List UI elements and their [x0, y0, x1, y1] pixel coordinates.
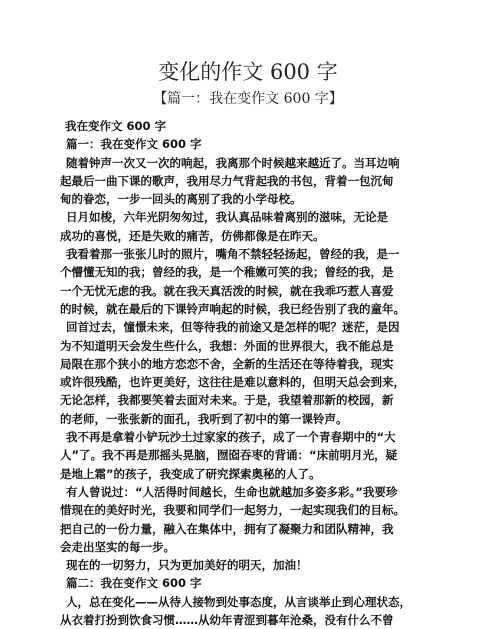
paragraph-line: 或许很残酷，也许更美好，这往往是难以意料的，但明天总会到来， [60, 375, 405, 390]
paragraph-line: 篇一：我在变作文 600 字 [66, 137, 202, 152]
paragraph-line: 为不知道明天会发生些什么，我想：外面的世界很大，我不能总是 [60, 338, 394, 353]
document-subtitle: 【篇一：我在变作文 600 字】 [153, 91, 343, 107]
paragraph-line: 的时候，就在最后的下课铃声响起的时候，我已经告别了我的童年。 [60, 301, 405, 316]
paragraph-line: 我看着那一张张儿时的照片，嘴角不禁轻轻扬起，曾经的我，是一 [66, 247, 400, 262]
paragraph-line: 无论怎样，我都要笑着去面对未来。于是，我望着那新的校园，新 [60, 393, 394, 408]
paragraph-line: 我不再是拿着小铲玩沙土过家家的孩子，成了一个青春期中的“大 [66, 430, 396, 445]
paragraph-line: 一个无忧无虑的我。就在我天真活泼的时候，就在我乖巧惹人喜爱 [60, 283, 394, 298]
paragraph-line: 局限在那个狭小的地方恋恋不舍，全新的生活还在等待着我，现实 [60, 356, 394, 371]
paragraph-line: 惜现在的美好时光，我要和同学们一起努力，一起实现我们的目标。 [60, 503, 405, 518]
paragraph-line: 个懵懂无知的我；曾经的我，是一个稚嫩可笑的我；曾经的我，是 [60, 265, 394, 280]
paragraph-line: 从衣着打扮到饮食习惯……从幼年青涩到暮年沧桑，没有什么不曾 [60, 613, 394, 628]
paragraph-line: 回首过去，憧憬未来，但等待我的前途又是怎样的呢？迷茫，是因 [66, 320, 400, 335]
paragraph-line: 会走出坚实的每一步。 [60, 539, 175, 554]
paragraph-line: 起最后一曲下课的歌声，我用尽力气背起我的书包，背着一包沉甸 [60, 173, 394, 188]
paragraph-line: 人”了。我不再是那摇头晃脑，囫囵吞枣的背诵：“床前明月光，疑 [60, 448, 398, 463]
document-body [60, 117, 444, 629]
paragraph-line: 是地上霜”的孩子，我变成了研究探索奥秘的人了。 [60, 466, 321, 481]
paragraph-line: 成功的喜悦，还是失败的痛苦，仿佛都像是在昨天。 [60, 228, 325, 243]
paragraph-line: 篇二：我在变作文 600 字 [66, 576, 202, 591]
paragraph-line: 把自己的一份力量，融入在集体中，拥有了凝聚力和团队精神，我 [60, 521, 394, 536]
paragraph-line: 我在变作文 600 字 [65, 119, 167, 133]
paragraph-line: 日月如梭，六年光阴匆匆过，我认真品味着离别的滋味，无论是 [66, 210, 388, 225]
paragraph-line: 现在的一切努力，只为更加美好的明天，加油！ [66, 558, 308, 573]
paragraph-line: 甸的眷恋，一步一回头的离别了我的小学母校。 [60, 192, 302, 207]
paragraph-line: 的老师，一张张新的面孔，我听到了初中的第一课铃声。 [60, 411, 348, 426]
document-title: 变化的作文 600 字 [158, 60, 338, 84]
paragraph-line: 有人曾说过：“人活得时间越长，生命也就越加多姿多彩。”我要珍 [66, 484, 398, 499]
paragraph-line: 人，总在变化——从待人接物到处事态度，从言谈举止到心理状态， [66, 594, 411, 609]
paragraph-line: 随着钟声一次又一次的响起，我离那个时候越来越近了。当耳边响 [66, 155, 400, 170]
